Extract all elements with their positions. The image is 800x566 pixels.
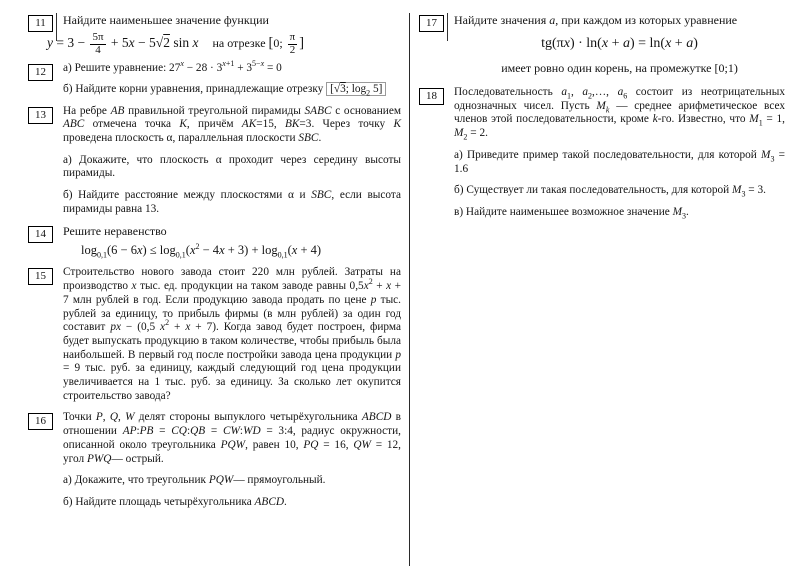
problem-16-content	[63, 411, 401, 509]
problem-17-tail: имеет ровно один корень, на промежутке [0;1)	[501, 61, 738, 75]
cell-divider-line	[447, 13, 448, 41]
cell-divider-line	[56, 13, 57, 41]
problem-11-content	[47, 13, 401, 56]
problem-14-formula: $\log_{0,1}(6 - 6x) \le \log_{0,1}(x^2 - 4x + 3) + \log_{0,1}(x + 4)$	[81, 242, 322, 260]
problem-11-formula-row	[47, 32, 401, 56]
problem-17-formula: tg(πx) · ln(x + a) = ln(x + a)	[541, 36, 698, 51]
problem-12	[28, 59, 409, 98]
problem-13-number-box: 13	[28, 107, 53, 124]
problem-11-number-box: 11	[28, 15, 53, 32]
problem-11-formula: y = 3 − $\frac{5\pi}{4}$ + 5x − 5√2 sin x	[47, 31, 199, 56]
problem-14-formula-row	[81, 243, 401, 258]
problem-18-body: Последовательность $a_1$, $a_2,\dots$, $a_6$ состоит из неотрицательных однозначных чисел. Пусть $M_k$ — среднее арифметическое всех членов этой последовательности, кроме k-го. Известно, что $M_1 = 1$, $M_2 = 2$.	[454, 86, 785, 142]
problem-13-part-b: б) Найдите расстояние между плоскостями α и SBC, если высота пирамиды равна 13.	[63, 189, 401, 215]
problem-16	[28, 411, 409, 509]
problem-17-formula-row	[454, 36, 785, 52]
problem-13-body: На ребре AB правильной треугольной пирамиды SABC с основанием ABC отмечена точка K, причём AK=15, BK=3. Через точку K проведена плоскость α, параллельная плоскости SBC.	[63, 104, 401, 144]
problem-18-part-v: в) Найдите наименьшее возможное значение $M_3$.	[454, 205, 689, 221]
problem-15-body: Строительство нового завода стоит 220 млн рублей. Затраты на производство x тыс. ед. продукции на таком заводе равны $0,5x^2 + x + 7$ млн рублей в год. Если продукцию завода продать по цене p тыс. рублей за единицу, то прибыль фирмы (в млн рублей) за один год составит px − (0,5 $x^2 + x + 7$). Когда завод будет построен, фирма будет выпускать продукцию в таком количестве, чтобы прибыль была наибольшей. В первый год после постройки завода цена продукции p = 9 тыс. руб. за единицу, каждый следующий год цена продукции увеличивается на 1 тыс. руб. за единицу. За сколько лет окупится строительство завода?	[63, 266, 401, 402]
problem-11	[28, 13, 409, 56]
problem-17-title: Найдите значения a, при каждом из которых уравнение	[454, 13, 738, 27]
problem-16-part-b: б) Найдите площадь четырёхугольника ABCD.	[63, 495, 287, 508]
problem-12-content	[63, 59, 401, 98]
problem-14-content	[63, 224, 401, 258]
problem-14-number-box: 14	[28, 226, 53, 243]
problem-13-part-a: а) Докажите, что плоскость α проходит через середину высоты пирамиды.	[63, 153, 401, 180]
problem-16-part-a: а) Докажите, что треугольник PQW— прямоугольный.	[63, 474, 326, 487]
problem-16-body: Точки P, Q, W делят стороны выпуклого четырёхугольника ABCD в отношении AP:PB = CQ:QB = CW:WD = 3:4, радиус окружности, описанной около треугольника PQW, равен 10, PQ = 16, QW = 12, угол PWQ— острый.	[63, 411, 401, 465]
problem-18	[419, 86, 800, 220]
problem-16-number-box: 16	[28, 413, 53, 430]
problem-15	[28, 266, 409, 403]
problem-15-content	[63, 266, 401, 403]
problem-13	[28, 105, 409, 217]
problem-18-part-b: б) Существует ли такая последовательность, для которой $M_3 = 3$.	[454, 184, 766, 199]
problem-17-content	[454, 13, 785, 76]
problem-12-part-a: а) Решите уравнение: $27^x - 28 \cdot 3^{x+1} + 3^{5-x} = 0$	[63, 59, 282, 75]
problem-13-content	[63, 105, 401, 217]
problem-15-number-box: 15	[28, 268, 53, 285]
right-column	[409, 13, 800, 566]
problem-12-part-b: б) Найдите корни уравнения, принадлежащие отрезку [√3; $\log_2 5$]	[63, 83, 401, 97]
problem-11-interval: на отрезке [0; $\frac{\pi}{2}$ ]	[212, 31, 305, 56]
problem-12-number-box: 12	[28, 64, 53, 81]
problem-18-content	[454, 86, 785, 220]
problem-14	[28, 224, 409, 258]
problem-14-title: Решите неравенство	[63, 224, 167, 239]
problem-18-part-a: а) Приведите пример такой последовательности, для которой $M_3 = 1.6$	[454, 148, 785, 175]
problem-11-title: Найдите наименьшее значение функции	[63, 13, 269, 27]
left-column	[0, 13, 409, 566]
problem-17-number-box: 17	[419, 15, 444, 32]
problem-18-number-box: 18	[419, 88, 444, 105]
problem-17	[419, 13, 800, 76]
